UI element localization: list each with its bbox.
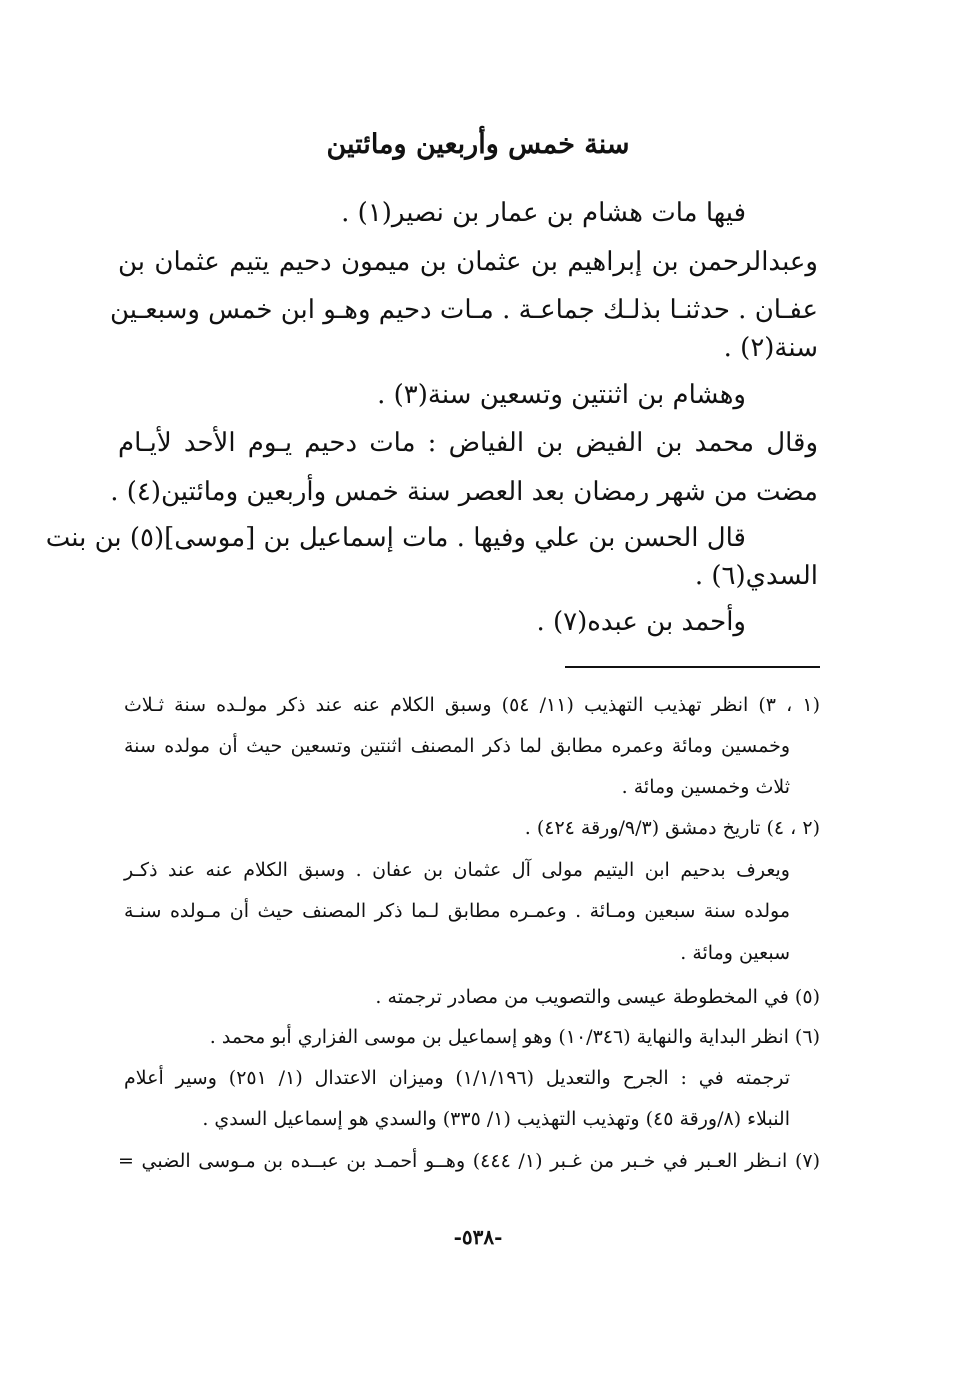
footnote-line: (٧) انـظر العـبر في خـبر من غـبر (١/ ٤٤٤) وهــو أحمـد بن عبــده بن مـوسى الضبي = <box>118 1150 820 1172</box>
footnote-line: وخمسين ومائة وعمره مطابق لما ذكر المصنف اثنتين وتسعين حيث أن مولده سنة <box>124 735 790 757</box>
body-line: قال الحسن بن علي وفيها . مات إسماعيل بن [موسى](٥) بن بنت <box>45 523 746 553</box>
footnote-separator <box>565 666 820 668</box>
footnote-line: مولده سنة سبعين ومـائة . وعمـره مطابق لـما ذكر المصنف حيث أن مـولده سنـة <box>124 900 790 922</box>
body-line: عفـان . حدثنـا بذلـك جماعـة . مـات دحيم وهـو ابن خمس وسبعـين <box>109 295 818 325</box>
footnote-line: (٢ ، ٤) تاريخ دمشق (٩/٣/ورقة ٤٢٤) . <box>524 817 820 839</box>
body-line: السدي(٦) . <box>694 561 818 591</box>
body-line: وعبدالرحمن بن إبراهيم بن عثمان بن ميمون دحيم يتيم عثمان بن <box>118 247 818 277</box>
body-line: وقال محمد بن الفيض بن الفياض : مات دحيم يـوم الأحد لأيـام <box>118 428 818 458</box>
footnote-line: ويعرف بدحيم ابن اليتيم مولى آل عثمان بن عفان . وسبق الكلام عنه عند ذكـر <box>124 859 790 881</box>
footnote-line: ترجمته في : الجرح والتعديل (١/١/١٩٦) وميزان الاعتدال (١/ ٢٥١) وسير أعلام <box>124 1067 790 1089</box>
footnote-line: (٥) في المخطوطة عيسى والتصويب من مصادر ترجمته . <box>375 986 820 1008</box>
chapter-title: سنة خمس وأربعين ومائتين <box>326 129 630 160</box>
footnote-line: (١ ، ٣) انظر تهذيب التهذيب (١١/ ٥٤) وسبق الكلام عنه عند ذكر مولـده سنة ثـلاث <box>124 694 820 716</box>
page-number: -٥٣٨- <box>453 1225 503 1249</box>
body-line: وأحمد بن عبده(٧) . <box>536 607 746 637</box>
footnote-line: النبلاء (٨/ورقة ٤٥) وتهذيب التهذيب (١/ ٣٣٥) والسدي هو إسماعيل السدي . <box>202 1108 790 1130</box>
body-line: مضت من شهر رمضان بعد العصر سنة خمس وأربعين ومائتين(٤) . <box>110 477 818 507</box>
footnote-line: سبعين ومائة . <box>680 942 790 964</box>
body-line: فيها مات هشام بن عمار بن نصير(١) . <box>341 198 746 228</box>
footnote-line: ثلاث وخمسين ومائة . <box>621 776 790 798</box>
body-line: سنة(٢) . <box>723 333 818 363</box>
footnote-line: (٦) انظر البداية والنهاية (١٠/٣٤٦) وهو إسماعيل بن موسى الفزاري أبو محمد . <box>209 1026 820 1048</box>
body-line: وهشام بن اثنتين وتسعين سنة(٣) . <box>377 380 746 410</box>
